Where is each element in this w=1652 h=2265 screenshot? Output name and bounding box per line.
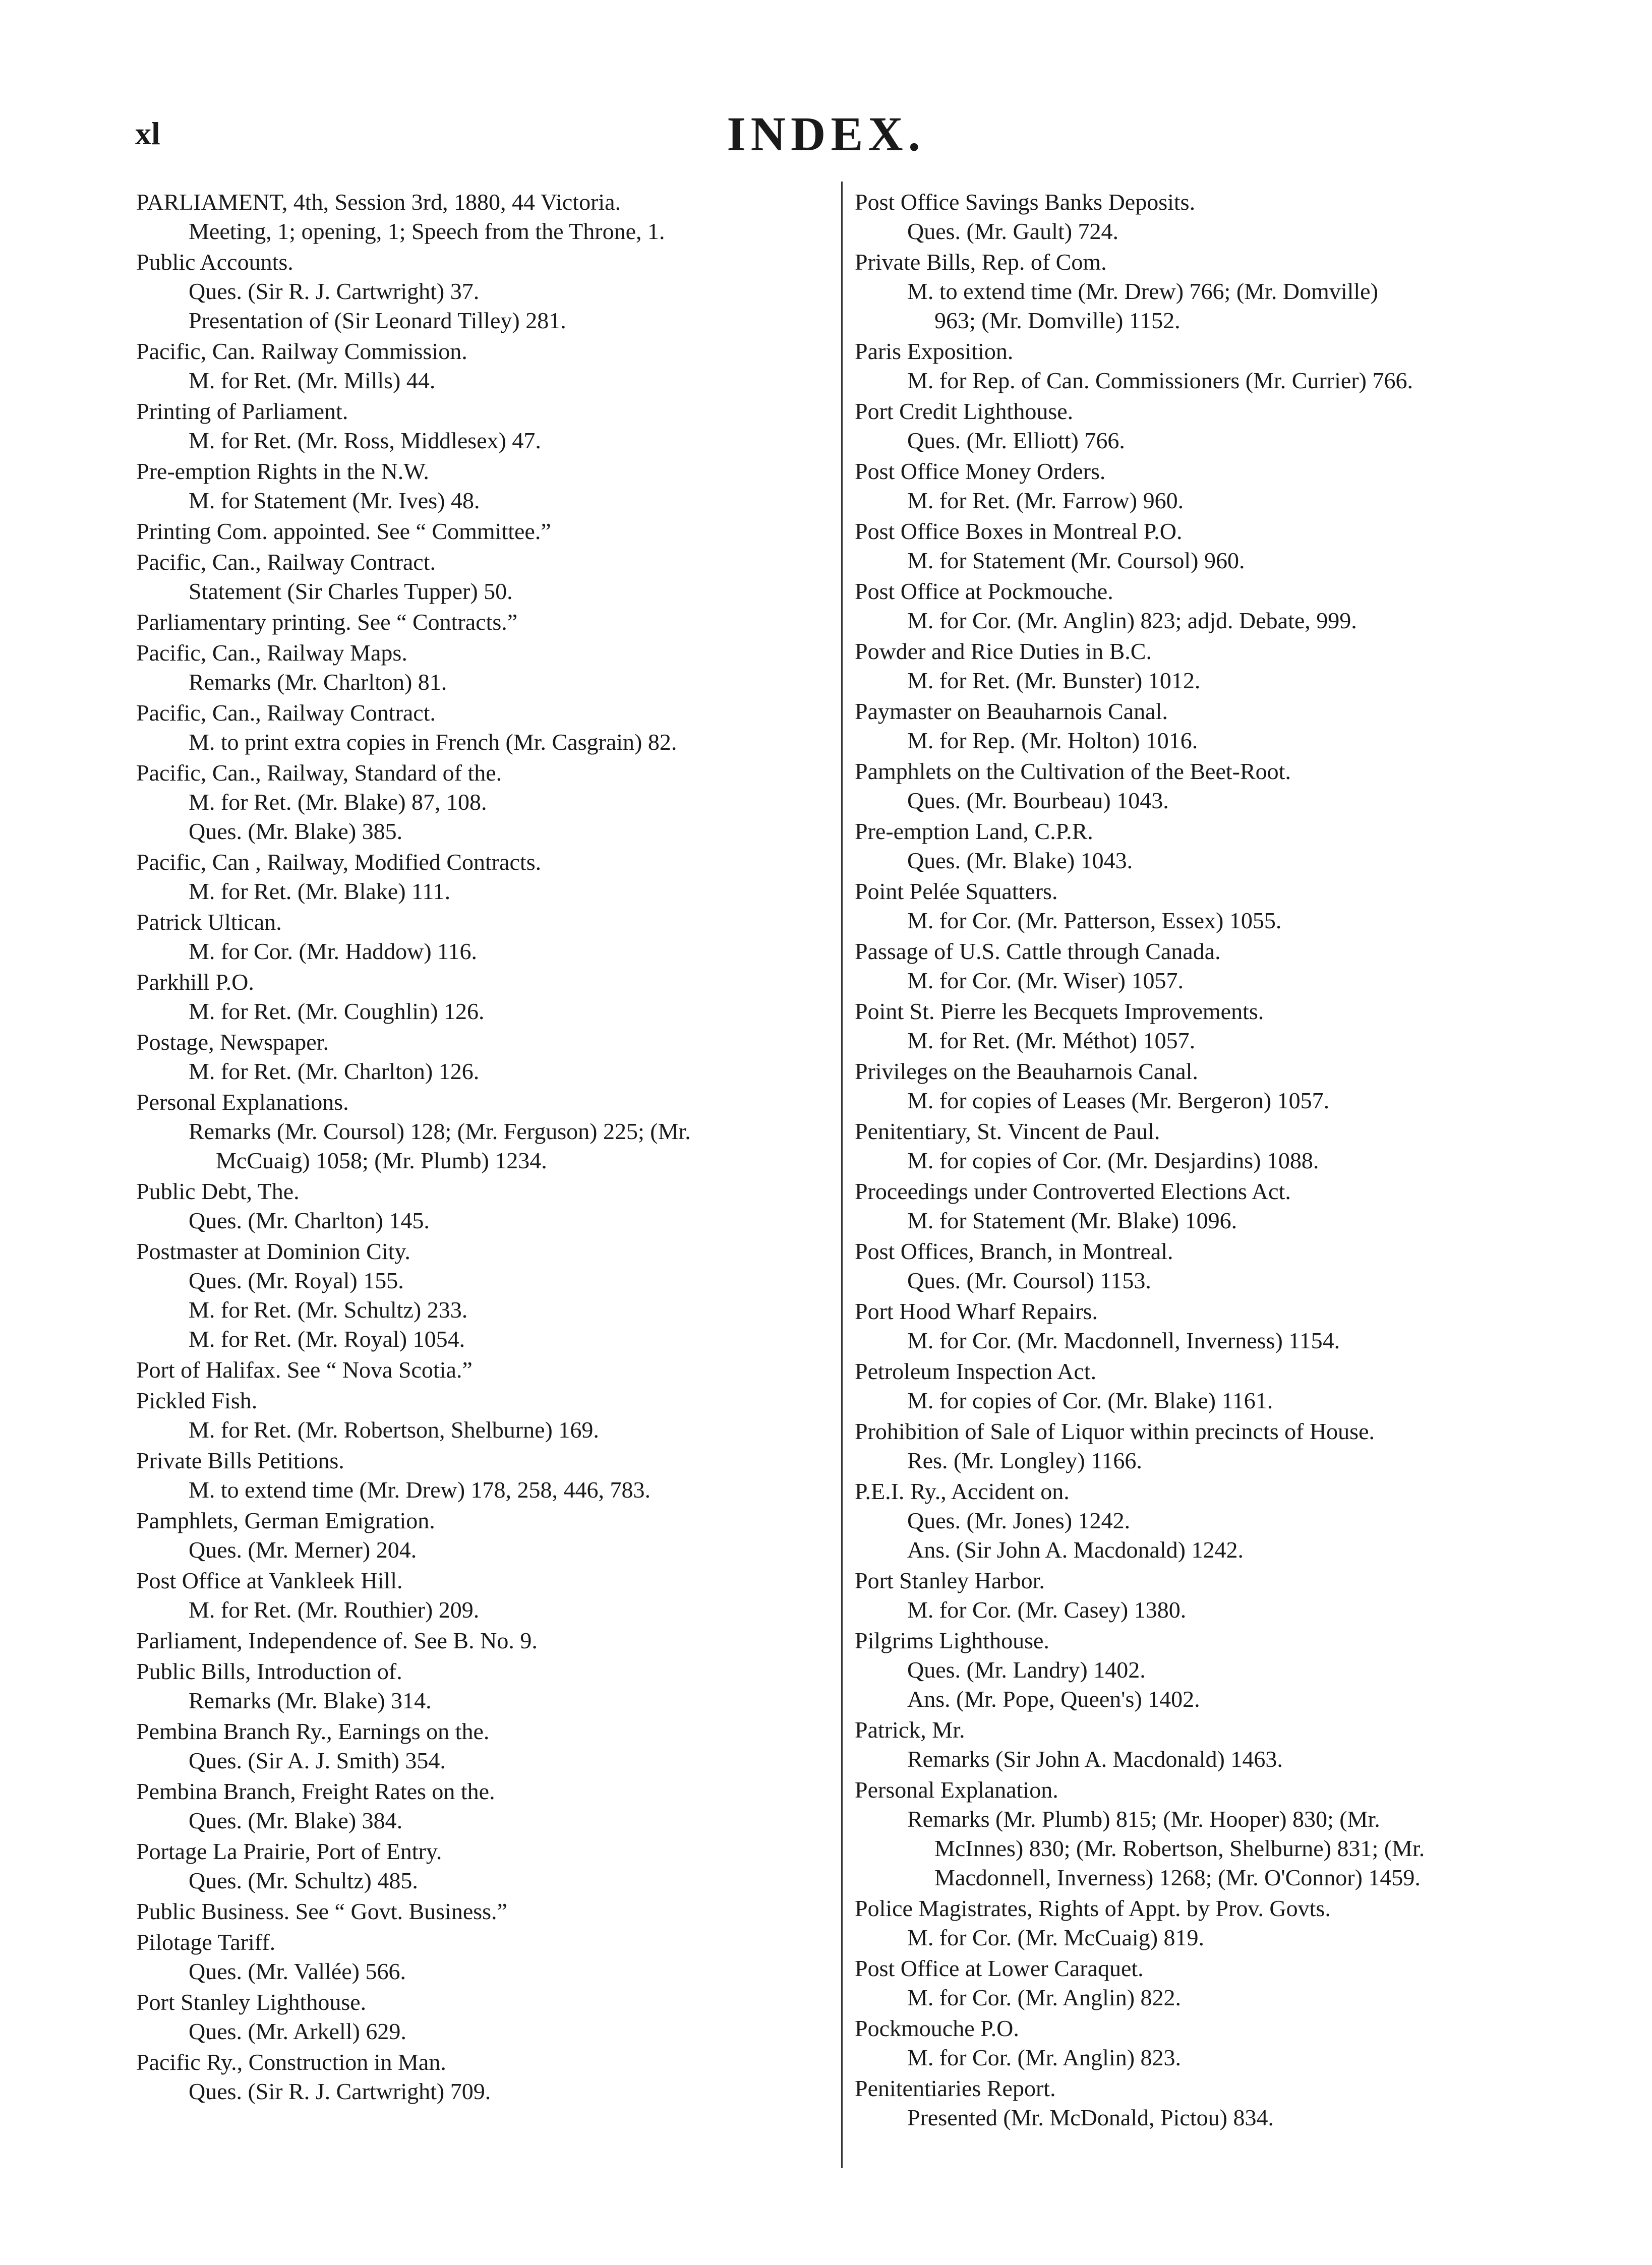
index-entry-heading: Personal Explanations. [136, 1089, 349, 1115]
index-entry-heading: Proceedings under Controverted Elections Act. [855, 1178, 1291, 1204]
index-entry [136, 1237, 832, 1354]
index-entry-heading: Penitentiary, St. Vincent de Paul. [855, 1118, 1160, 1144]
index-entry-heading: Port Credit Lighthouse. [855, 398, 1074, 424]
index-entry [136, 2048, 832, 2106]
index-entry [855, 697, 1571, 755]
index-entry-heading: Portage La Prairie, Port of Entry. [136, 1838, 442, 1864]
index-entry [136, 608, 832, 637]
index-entry-heading: Pilotage Tariff. [136, 1929, 276, 1955]
index-entry-heading: PARLIAMENT, 4th, Session 3rd, 1880, 44 Victoria. [136, 189, 621, 215]
index-entry-reference: M. to print extra copies in French (Mr. Casgrain) 82. [189, 729, 677, 755]
index-entry [855, 937, 1571, 995]
index-entry-heading: Public Accounts. [136, 249, 293, 275]
index-entry-heading: Port Stanley Harbor. [855, 1568, 1045, 1593]
index-entry [136, 1028, 832, 1086]
index-entry-reference: M. for Cor. (Mr. Haddow) 116. [189, 938, 477, 964]
index-entry-reference: M. for Ret. (Mr. Schultz) 233. [189, 1297, 468, 1323]
index-entry-heading: Pacific, Can., Railway, Standard of the. [136, 760, 502, 786]
index-entry-reference: Ques. (Mr. Blake) 384. [189, 1808, 403, 1833]
index-entry [855, 397, 1571, 455]
index-entry [136, 1657, 832, 1715]
index-entry-reference: M. for Cor. (Mr. Anglin) 823. [907, 2045, 1182, 2070]
index-entry [136, 397, 832, 455]
index-entry-heading: Point St. Pierre les Becquets Improvements. [855, 998, 1264, 1024]
index-entry [136, 1988, 832, 2046]
index-entry [855, 1715, 1571, 1774]
index-entry-reference: M. for Cor. (Mr. Patterson, Essex) 1055. [907, 908, 1282, 933]
index-entry-heading: Printing Com. appointed. See “ Committee.” [136, 518, 551, 544]
index-entry-reference: Presented (Mr. McDonald, Pictou) 834. [907, 2105, 1274, 2130]
index-entry-reference: Ques. (Mr. Arkell) 629. [189, 2018, 406, 2044]
index-entry [855, 637, 1571, 695]
index-entry [136, 1506, 832, 1565]
index-entry-heading: Pre-emption Rights in the N.W. [136, 458, 429, 484]
index-entry-reference: M. for Ret. (Mr. Ross, Middlesex) 47. [189, 428, 541, 453]
index-entry-heading: Penitentiaries Report. [855, 2075, 1056, 2101]
index-entry-reference: M. for Rep. of Can. Commissioners (Mr. Currier) 766. [907, 368, 1413, 393]
index-entry [136, 1177, 832, 1235]
index-entry-reference: Ans. (Sir John A. Macdonald) 1242. [907, 1537, 1244, 1563]
index-entry [855, 1566, 1571, 1625]
index-entry-heading: Petroleum Inspection Act. [855, 1358, 1097, 1384]
index-entry [855, 337, 1571, 395]
index-entry-heading: Privileges on the Beauharnois Canal. [855, 1058, 1198, 1084]
index-entry-heading: Passage of U.S. Cattle through Canada. [855, 938, 1221, 964]
index-entry [136, 188, 832, 246]
index-entry [136, 457, 832, 515]
index-entry-reference: Ques. (Sir A. J. Smith) 354. [189, 1748, 446, 1773]
index-entry-heading: Private Bills Petitions. [136, 1448, 344, 1473]
index-entry [136, 1088, 832, 1175]
index-entry [136, 1566, 832, 1625]
index-entry-reference: M. for Cor. (Mr. Macdonnell, Inverness) 1154. [907, 1328, 1340, 1353]
index-entry-reference-continued: McCuaig) 1058; (Mr. Plumb) 1234. [216, 1148, 547, 1173]
index-entry [855, 757, 1571, 815]
index-entry-heading: Powder and Rice Duties in B.C. [855, 638, 1152, 664]
index-entry-reference: Remarks (Mr. Charlton) 81. [189, 669, 447, 695]
index-entry-reference: Ques. (Sir R. J. Cartwright) 709. [189, 2078, 491, 2104]
index-entry [136, 1928, 832, 1986]
index-entry-reference: M. for Statement (Mr. Ives) 48. [189, 488, 480, 513]
index-entry [136, 517, 832, 546]
index-entry [136, 1626, 832, 1655]
index-entry-heading: Pilgrims Lighthouse. [855, 1628, 1049, 1653]
index-entry-heading: Paymaster on Beauharnois Canal. [855, 698, 1168, 724]
index-entry [855, 2014, 1571, 2072]
index-entry [855, 1417, 1571, 1475]
index-entry-reference: M. for copies of Leases (Mr. Bergeron) 1057. [907, 1088, 1330, 1113]
index-entry-heading: Printing of Parliament. [136, 398, 348, 424]
index-entry-heading: Patrick, Mr. [855, 1717, 965, 1743]
index-entry-heading: Private Bills, Rep. of Com. [855, 249, 1107, 275]
index-entry [855, 1477, 1571, 1565]
index-entry-reference: Ques. (Mr. Merner) 204. [189, 1537, 417, 1563]
index-entry [855, 1237, 1571, 1295]
index-entry-heading: Port Hood Wharf Repairs. [855, 1298, 1098, 1324]
index-entry-reference-continued: 963; (Mr. Domville) 1152. [934, 308, 1181, 333]
index-entry-reference: Meeting, 1; opening, 1; Speech from the Throne, 1. [189, 218, 665, 244]
index-entry-reference: Ques. (Mr. Charlton) 145. [189, 1208, 430, 1233]
index-entry-reference: Ques. (Mr. Elliott) 766. [907, 428, 1125, 453]
index-entry-reference: M. for Ret. (Mr. Blake) 111. [189, 878, 451, 904]
index-entry-reference: Ques. (Mr. Landry) 1402. [907, 1657, 1146, 1683]
index-entry-heading: Pamphlets on the Cultivation of the Beet-Root. [855, 758, 1291, 784]
index-entry [855, 188, 1571, 246]
index-entry [855, 1775, 1571, 1892]
index-entry-reference: Remarks (Mr. Coursol) 128; (Mr. Ferguson) 225; (Mr. [189, 1118, 691, 1144]
column-divider [841, 182, 843, 2168]
index-entry-reference: Ques. (Mr. Bourbeau) 1043. [907, 788, 1169, 813]
index-entry-reference: Ques. (Mr. Coursol) 1153. [907, 1268, 1151, 1293]
index-entry-reference: M. for Ret. (Mr. Farrow) 960. [907, 488, 1184, 513]
index-entry [136, 337, 832, 395]
index-entry-reference: M. for Ret. (Mr. Coughlin) 126. [189, 998, 485, 1024]
index-entry [136, 908, 832, 966]
index-entry-heading: Port Stanley Lighthouse. [136, 1989, 367, 2015]
index-entry [136, 1837, 832, 1895]
index-entry [855, 1177, 1571, 1235]
index-entry [136, 1717, 832, 1775]
index-entry [855, 1057, 1571, 1115]
index-entry [855, 1626, 1571, 1714]
index-entry-reference: M. for copies of Cor. (Mr. Desjardins) 1088. [907, 1148, 1319, 1173]
index-entry-heading: Post Office Money Orders. [855, 458, 1106, 484]
index-entry-reference: M. for Ret. (Mr. Méthot) 1057. [907, 1028, 1196, 1053]
index-entry-reference: M. for Cor. (Mr. Casey) 1380. [907, 1597, 1187, 1623]
index-entry-heading: Paris Exposition. [855, 338, 1014, 364]
index-entry [855, 457, 1571, 515]
index-entry-reference: M. for Statement (Mr. Coursol) 960. [907, 548, 1245, 573]
index-entry-heading: Personal Explanation. [855, 1777, 1058, 1803]
index-entry-heading: Prohibition of Sale of Liquor within precincts of House. [855, 1418, 1375, 1444]
index-entry-reference: Ques. (Mr. Royal) 155. [189, 1268, 404, 1293]
index-entry [136, 968, 832, 1026]
index-entry [855, 1297, 1571, 1355]
index-entry-heading: Public Business. See “ Govt. Business.” [136, 1898, 507, 1924]
index-entry-heading: Pacific, Can., Railway Maps. [136, 640, 407, 666]
index-entry-heading: Port of Halifax. See “ Nova Scotia.” [136, 1357, 473, 1383]
index-entry-reference: Ques. (Mr. Jones) 1242. [907, 1508, 1131, 1533]
index-entry-reference: M. to extend time (Mr. Drew) 766; (Mr. Domville) [907, 278, 1378, 304]
index-entry-reference: M. for Ret. (Mr. Royal) 1054. [189, 1326, 465, 1352]
index-entry-heading: Police Magistrates, Rights of Appt. by Prov. Govts. [855, 1895, 1331, 1921]
index-entry-heading: Parliamentary printing. See “ Contracts.” [136, 609, 518, 635]
index-entry-reference: M. for Ret. (Mr. Charlton) 126. [189, 1058, 480, 1084]
page-title: INDEX. [727, 107, 925, 161]
index-entry [136, 1777, 832, 1835]
index-entry-heading: Pickled Fish. [136, 1388, 258, 1413]
index-entry [136, 758, 832, 846]
index-entry-heading: Pre-emption Land, C.P.R. [855, 818, 1093, 844]
index-entry-reference-continued: McInnes) 830; (Mr. Robertson, Shelburne) 831; (Mr. [934, 1835, 1425, 1861]
index-entry-reference: Remarks (Mr. Blake) 314. [189, 1688, 432, 1713]
index-entry [136, 1897, 832, 1926]
index-entry-heading: Patrick Ultican. [136, 909, 282, 935]
index-entry [136, 638, 832, 697]
index-entry-reference: M. for Cor. (Mr. McCuaig) 819. [907, 1925, 1205, 1950]
index-entry-heading: Postmaster at Dominion City. [136, 1238, 410, 1264]
index-entry [855, 1117, 1571, 1175]
index-entry-heading: Pamphlets, German Emigration. [136, 1508, 435, 1533]
index-entry [855, 817, 1571, 875]
index-entry-heading: P.E.I. Ry., Accident on. [855, 1478, 1070, 1504]
index-entry [136, 698, 832, 757]
index-entry-heading: Pockmouche P.O. [855, 2015, 1019, 2041]
index-entry-reference: Ans. (Mr. Pope, Queen's) 1402. [907, 1686, 1200, 1712]
index-entry [855, 1894, 1571, 1952]
index-entry-reference: M. for copies of Cor. (Mr. Blake) 1161. [907, 1388, 1273, 1413]
index-entry [136, 848, 832, 906]
index-entry-reference: M. for Ret. (Mr. Mills) 44. [189, 368, 436, 393]
index-entry-reference: Ques. (Mr. Vallée) 566. [189, 1958, 406, 1984]
index-entry [855, 248, 1571, 335]
index-entry-heading: Pembina Branch Ry., Earnings on the. [136, 1718, 490, 1744]
page-number: xl [135, 115, 160, 151]
index-entry-reference: M. for Ret. (Mr. Robertson, Shelburne) 169. [189, 1417, 599, 1443]
index-entry-heading: Postage, Newspaper. [136, 1029, 329, 1055]
index-entry-reference: M. for Ret. (Mr. Bunster) 1012. [907, 668, 1201, 693]
index-entry-reference: M. for Ret. (Mr. Routhier) 209. [189, 1597, 480, 1623]
index-entry-reference: Ques. (Mr. Gault) 724. [907, 218, 1119, 244]
index-entry-heading: Post Office at Vankleek Hill. [136, 1568, 403, 1593]
index-entry [855, 577, 1571, 635]
index-entry-heading: Point Pelée Squatters. [855, 878, 1058, 904]
index-entry-reference: M. for Cor. (Mr. Anglin) 822. [907, 1985, 1182, 2010]
index-entry [855, 997, 1571, 1055]
index-entry [136, 1446, 832, 1505]
index-entry-heading: Pacific, Can , Railway, Modified Contracts. [136, 849, 542, 875]
index-entry-reference: M. to extend time (Mr. Drew) 178, 258, 446, 783. [189, 1477, 651, 1503]
index-entry-reference: Presentation of (Sir Leonard Tilley) 281. [189, 308, 566, 333]
index-entry-reference: M. for Statement (Mr. Blake) 1096. [907, 1208, 1237, 1233]
index-entry-heading: Pacific, Can., Railway Contract. [136, 549, 436, 575]
index-entry-reference: Statement (Sir Charles Tupper) 50. [189, 578, 513, 604]
index-entry [136, 1355, 832, 1385]
index-entry-reference: M. for Ret. (Mr. Blake) 87, 108. [189, 789, 487, 815]
index-column-left [136, 188, 832, 2108]
index-entry-heading: Public Debt, The. [136, 1178, 300, 1204]
index-entry-reference: Ques. (Mr. Schultz) 485. [189, 1868, 418, 1893]
index-entry [855, 877, 1571, 935]
index-entry-heading: Post Offices, Branch, in Montreal. [855, 1238, 1173, 1264]
index-entry-heading: Parliament, Independence of. See B. No. 9. [136, 1628, 538, 1653]
index-entry [855, 1954, 1571, 2012]
index-entry-heading: Pembina Branch, Freight Rates on the. [136, 1778, 495, 1804]
index-entry-heading: Post Office at Pockmouche. [855, 578, 1113, 604]
index-entry-reference: M. for Cor. (Mr. Wiser) 1057. [907, 968, 1184, 993]
index-entry [855, 1357, 1571, 1415]
index-entry-reference: Remarks (Sir John A. Macdonald) 1463. [907, 1746, 1283, 1772]
index-entry-heading: Pacific, Can. Railway Commission. [136, 338, 467, 364]
index-entry-reference: Ques. (Mr. Blake) 385. [189, 818, 403, 844]
index-entry-heading: Post Office Savings Banks Deposits. [855, 189, 1196, 215]
index-column-right [855, 188, 1571, 2134]
index-entry [855, 2074, 1571, 2132]
index-entry-reference: Ques. (Mr. Blake) 1043. [907, 848, 1133, 873]
index-entry-reference-continued: Macdonnell, Inverness) 1268; (Mr. O'Connor) 1459. [934, 1865, 1421, 1890]
index-entry-reference: M. for Cor. (Mr. Anglin) 823; adjd. Debate, 999. [907, 608, 1357, 633]
index-entry [136, 248, 832, 335]
index-entry [855, 517, 1571, 575]
index-entry-heading: Parkhill P.O. [136, 969, 254, 995]
index-entry-reference: Remarks (Mr. Plumb) 815; (Mr. Hooper) 830; (Mr. [907, 1806, 1380, 1832]
index-entry-reference: Res. (Mr. Longley) 1166. [907, 1448, 1142, 1473]
index-entry-heading: Pacific, Can., Railway Contract. [136, 700, 436, 726]
index-entry-heading: Post Office at Lower Caraquet. [855, 1955, 1144, 1981]
index-entry-reference: M. for Rep. (Mr. Holton) 1016. [907, 728, 1198, 753]
index-entry-reference: Ques. (Sir R. J. Cartwright) 37. [189, 278, 480, 304]
index-entry [136, 548, 832, 606]
index-entry-heading: Public Bills, Introduction of. [136, 1658, 402, 1684]
index-entry-heading: Pacific Ry., Construction in Man. [136, 2049, 446, 2075]
index-entry [136, 1386, 832, 1445]
index-entry-heading: Post Office Boxes in Montreal P.O. [855, 518, 1183, 544]
